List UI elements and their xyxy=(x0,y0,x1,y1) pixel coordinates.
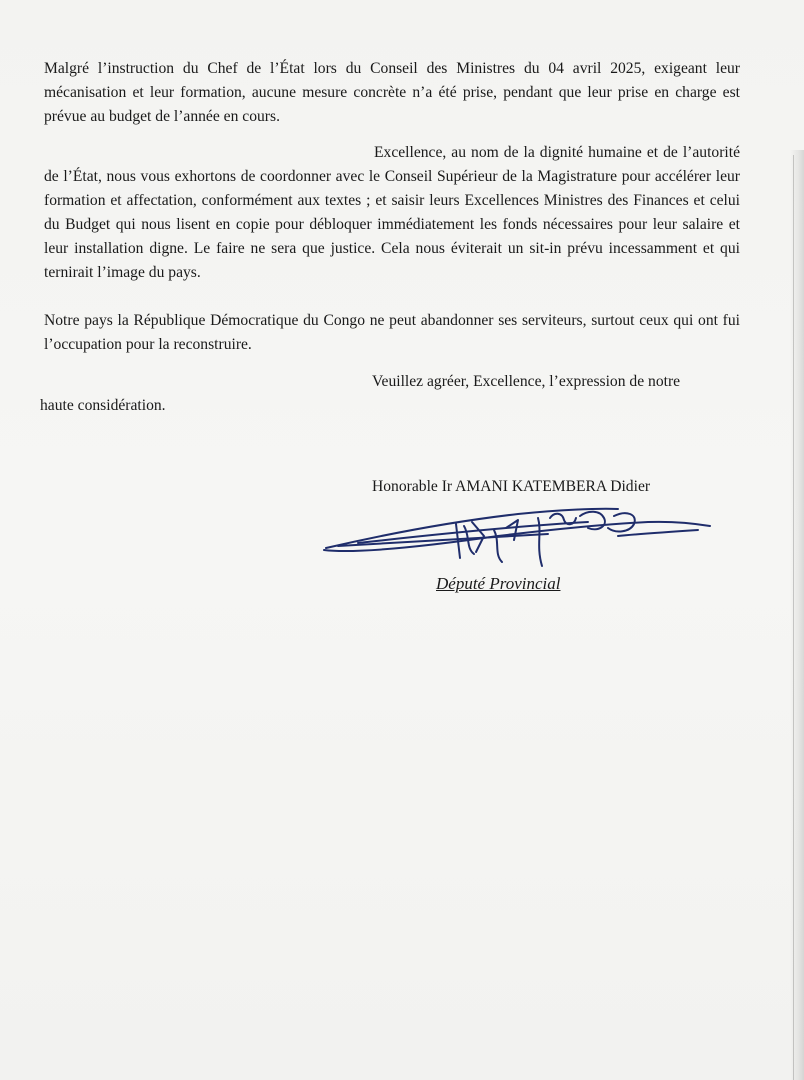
signatory-title: Député Provincial xyxy=(436,574,561,593)
page-edge-line xyxy=(793,155,794,1080)
paragraph-instruction: Malgré l’instruction du Chef de l’État lors du Conseil des Ministres du 04 avril 2025, exigeant leur mécanisation et leur formation, aucune mesure concrète n’a été prise, pendant que leur prise en charge est prévue au budget de l’année en cours. xyxy=(44,60,740,125)
closing-line-2: haute considération. xyxy=(40,397,166,414)
closing-line-1: Veuillez agréer, Excellence, l’expression de notre xyxy=(372,373,681,390)
closing-formula xyxy=(40,370,740,418)
handwritten-signature xyxy=(318,496,718,576)
signatory-name: Honorable Ir AMANI KATEMBERA Didier xyxy=(372,478,651,495)
paragraph-country: Notre pays la République Démocratique du Congo ne peut abandonner ses serviteurs, surtout ceux qui ont fui l’occupation pour la reconstruire. xyxy=(44,312,740,353)
paragraph-exhortation: Excellence, au nom de la dignité humaine et de l’autorité de l’État, nous vous exhortons de coordonner avec le Conseil Supérieur de la Magistrature pour accélérer leur formation et affectation, conformément aux textes ; et saisir leurs Excellences Ministres des Finances et celui du Budget qui nous lisent en copie pour débloquer immédiatement les fonds nécessaires pour leur salaire et leur installation digne. Le faire ne sera que justice. Cela nous éviterait un sit-in prévu incessamment et qui ternirait l’image du pays. xyxy=(44,144,740,281)
